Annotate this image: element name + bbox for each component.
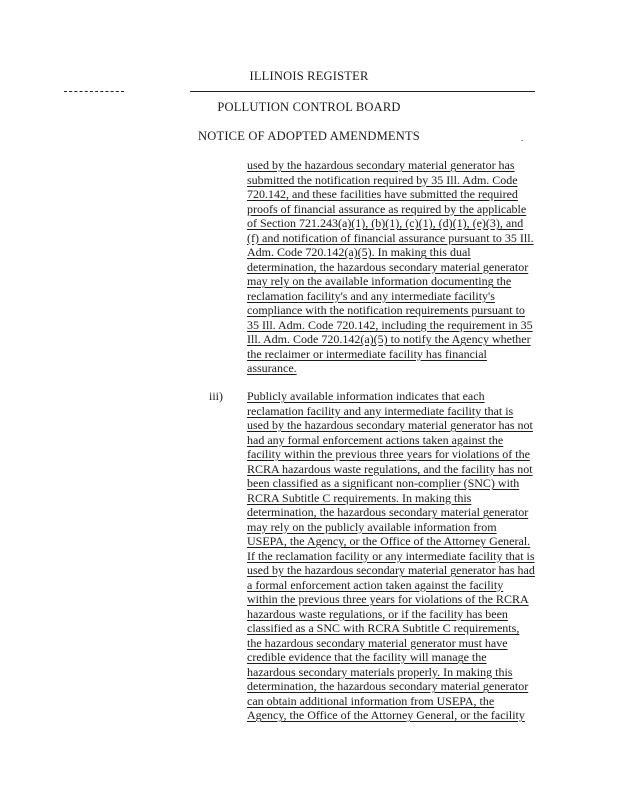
- register-title: ILLINOIS REGISTER: [249, 69, 369, 83]
- text-line: determination, the hazardous secondary material generator: [247, 679, 529, 693]
- text-line: Agency, the Office of the Attorney General, or the facility: [247, 708, 525, 722]
- text-line: may rely on the publicly available information from: [247, 519, 497, 534]
- text-line: credible evidence that the facility will manage the: [247, 650, 487, 664]
- text-line: used by the hazardous secondary material generator has: [247, 158, 515, 172]
- text-line: reclamation facility's and any intermediate facility's: [247, 288, 495, 303]
- item-label-iii: iii): [209, 389, 223, 403]
- board-name: POLLUTION CONTROL BOARD: [217, 100, 401, 114]
- header-rule-right: [190, 91, 535, 92]
- text-line: assurance.: [247, 361, 297, 375]
- paragraph-iii: [247, 389, 547, 723]
- text-line: classified as a SNC with RCRA Subtitle C requirements,: [247, 621, 520, 635]
- text-line: submitted the notification required by 35 Ill. Adm. Code: [247, 172, 518, 187]
- text-line: determination, the hazardous secondary material generator: [247, 505, 529, 519]
- text-line: 720.142, and these facilities have submitted the required: [247, 187, 518, 201]
- text-line: been classified as a significant non-complier (SNC) with: [247, 476, 520, 490]
- text-line: may rely on the available information documenting the: [247, 274, 512, 288]
- text-line: can obtain additional information from USEPA, the: [247, 693, 495, 708]
- text-line: a formal enforcement action taken against the facility: [247, 577, 504, 592]
- text-line: proofs of financial assurance as required by the applicable: [247, 201, 527, 216]
- text-line: If the reclamation facility or any intermediate facility that is: [247, 548, 535, 563]
- text-line: had any formal enforcement actions taken against the: [247, 432, 504, 447]
- text-line: Adm. Code 720.142(a)(5). In making this dual: [247, 245, 471, 259]
- text-line: RCRA Subtitle C requirements. In making this: [247, 490, 472, 505]
- text-line: used by the hazardous secondary material generator has not: [247, 418, 533, 432]
- text-line: reclamation facility and any intermediate facility that is: [247, 403, 514, 418]
- text-line: compliance with the notification requirements pursuant to: [247, 303, 525, 317]
- notice-heading: NOTICE OF ADOPTED AMENDMENTS: [198, 129, 420, 143]
- text-line: 35 Ill. Adm. Code 720.142, including the requirement in 35: [247, 317, 533, 332]
- text-line: (f) and notification of financial assurance pursuant to 35 Ill.: [247, 230, 534, 245]
- text-line: Publicly available information indicates that each: [247, 389, 485, 403]
- paragraph-continued: [247, 158, 547, 376]
- text-line: USEPA, the Agency, or the Office of the Attorney General.: [247, 534, 531, 548]
- text-line: facility within the previous three years for violations of the: [247, 447, 530, 461]
- text-line: the reclaimer or intermediate facility has financial: [247, 346, 487, 361]
- scan-mark: .: [521, 133, 524, 143]
- text-line: hazardous waste regulations, or if the facility has been: [247, 606, 508, 621]
- text-line: the hazardous secondary material generator must have: [247, 635, 508, 650]
- text-line: determination, the hazardous secondary material generator: [247, 259, 529, 274]
- text-line: hazardous secondary materials properly. In making this: [247, 664, 513, 679]
- text-line: used by the hazardous secondary material generator has had: [247, 563, 535, 577]
- text-line: Ill. Adm. Code 720.142(a)(5) to notify the Agency whether: [247, 332, 531, 346]
- text-line: of Section 721.243(a)(1), (b)(1), (c)(1), (d)(1), (e)(3), and: [247, 216, 524, 230]
- header-rule-left: [64, 91, 124, 92]
- text-line: RCRA hazardous waste regulations, and the facility has not: [247, 461, 533, 476]
- text-line: within the previous three years for violations of the RCRA: [247, 592, 529, 606]
